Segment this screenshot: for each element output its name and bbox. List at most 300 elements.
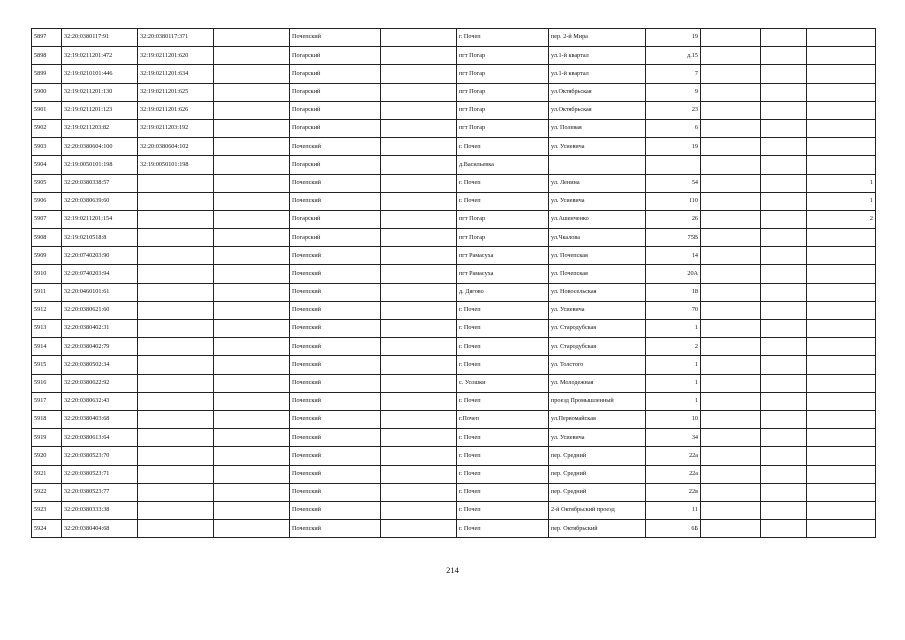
blank-col-10-cell <box>701 29 761 47</box>
blank-col-4-cell <box>214 520 290 538</box>
street-cell: пер. 2-й Мира <box>549 29 646 47</box>
district-cell: Погарский <box>290 210 381 228</box>
blank-col-11-cell <box>761 229 807 247</box>
blank-col-10-cell <box>701 429 761 447</box>
row-number-cell: 5910 <box>32 265 62 283</box>
street-cell: ул. Ленина <box>549 174 646 192</box>
table-row <box>32 520 876 538</box>
blank-col-10-cell <box>701 101 761 119</box>
settlement-cell: г. Почеп <box>457 320 549 338</box>
street-cell: ул.Ашенченко <box>549 210 646 228</box>
quantity-cell <box>807 229 876 247</box>
cadastral-number-cell: 32:20:0380404:68 <box>62 520 138 538</box>
cadastral-number-cell: 32:20:0740203:94 <box>62 265 138 283</box>
blank-col-6-cell <box>381 192 457 210</box>
row-number-cell: 5917 <box>32 392 62 410</box>
table-row <box>32 501 876 519</box>
new-cadastral-number-cell <box>138 210 214 228</box>
table-row <box>32 338 876 356</box>
blank-col-11-cell <box>761 301 807 319</box>
blank-col-11-cell <box>761 65 807 83</box>
cadastral-number-cell: 32:20:0380523:71 <box>62 465 138 483</box>
house-number-cell: 18 <box>646 283 701 301</box>
table-row <box>32 101 876 119</box>
street-cell: ул. Почепская <box>549 265 646 283</box>
settlement-cell: г. Почеп <box>457 174 549 192</box>
street-cell: пер. Октябрьский <box>549 520 646 538</box>
blank-col-10-cell <box>701 447 761 465</box>
district-cell: Почепский <box>290 29 381 47</box>
settlement-cell: пгт Погар <box>457 65 549 83</box>
table-row <box>32 392 876 410</box>
house-number-cell: 110 <box>646 192 701 210</box>
street-cell: ул. Полевая <box>549 119 646 137</box>
cadastral-number-cell: 32:20:0380402:31 <box>62 320 138 338</box>
blank-col-6-cell <box>381 156 457 174</box>
district-cell: Погарский <box>290 156 381 174</box>
street-cell: ул. Стародубская <box>549 320 646 338</box>
blank-col-11-cell <box>761 429 807 447</box>
cadastral-number-cell: 32:20:0380613:64 <box>62 429 138 447</box>
blank-col-10-cell <box>701 265 761 283</box>
settlement-cell: г. Почеп <box>457 392 549 410</box>
house-number-cell: 26 <box>646 210 701 228</box>
street-cell: ул. Усиевича <box>549 429 646 447</box>
row-number-cell: 5924 <box>32 520 62 538</box>
cadastral-number-cell: 32:20:0380622:92 <box>62 374 138 392</box>
blank-col-4-cell <box>214 192 290 210</box>
cadastral-number-cell: 32:20:0380639:60 <box>62 192 138 210</box>
quantity-cell <box>807 119 876 137</box>
quantity-cell <box>807 265 876 283</box>
blank-col-10-cell <box>701 410 761 428</box>
blank-col-11-cell <box>761 283 807 301</box>
blank-col-10-cell <box>701 119 761 137</box>
blank-col-10-cell <box>701 501 761 519</box>
settlement-cell: пгт Погар <box>457 47 549 65</box>
quantity-cell <box>807 247 876 265</box>
blank-col-10-cell <box>701 156 761 174</box>
blank-col-11-cell <box>761 174 807 192</box>
settlement-cell: пгт Погар <box>457 101 549 119</box>
quantity-cell <box>807 83 876 101</box>
quantity-cell <box>807 283 876 301</box>
settlement-cell: д. Дягово <box>457 283 549 301</box>
row-number-cell: 5897 <box>32 29 62 47</box>
street-cell: ул. Стародубская <box>549 338 646 356</box>
street-cell: 2-й Октябрьский проезд <box>549 501 646 519</box>
page-number: 214 <box>446 565 459 575</box>
settlement-cell: г. Почеп <box>457 29 549 47</box>
settlement-cell: г. Почеп <box>457 338 549 356</box>
blank-col-10-cell <box>701 320 761 338</box>
house-number-cell: 75В <box>646 229 701 247</box>
blank-col-6-cell <box>381 338 457 356</box>
new-cadastral-number-cell <box>138 520 214 538</box>
district-cell: Погарский <box>290 101 381 119</box>
table-row <box>32 283 876 301</box>
new-cadastral-number-cell <box>138 501 214 519</box>
house-number-cell: 2 <box>646 338 701 356</box>
table-row <box>32 374 876 392</box>
row-number-cell: 5921 <box>32 465 62 483</box>
house-number-cell: 23 <box>646 101 701 119</box>
blank-col-11-cell <box>761 192 807 210</box>
blank-col-10-cell <box>701 65 761 83</box>
settlement-cell: пгт Погар <box>457 210 549 228</box>
blank-col-4-cell <box>214 156 290 174</box>
blank-col-4-cell <box>214 429 290 447</box>
new-cadastral-number-cell <box>138 338 214 356</box>
blank-col-4-cell <box>214 265 290 283</box>
blank-col-6-cell <box>381 47 457 65</box>
house-number-cell: 11 <box>646 501 701 519</box>
blank-col-10-cell <box>701 465 761 483</box>
blank-col-6-cell <box>381 138 457 156</box>
quantity-cell: 1 <box>807 174 876 192</box>
blank-col-10-cell <box>701 83 761 101</box>
blank-col-4-cell <box>214 229 290 247</box>
row-number-cell: 5907 <box>32 210 62 228</box>
row-number-cell: 5898 <box>32 47 62 65</box>
blank-col-11-cell <box>761 520 807 538</box>
blank-col-4-cell <box>214 501 290 519</box>
row-number-cell: 5919 <box>32 429 62 447</box>
blank-col-4-cell <box>214 465 290 483</box>
row-number-cell: 5900 <box>32 83 62 101</box>
blank-col-4-cell <box>214 283 290 301</box>
house-number-cell: 6Б <box>646 520 701 538</box>
blank-col-6-cell <box>381 356 457 374</box>
blank-col-6-cell <box>381 465 457 483</box>
street-cell: ул.Октябрьская <box>549 101 646 119</box>
blank-col-11-cell <box>761 83 807 101</box>
cadastral-number-cell: 32:20:0380604:100 <box>62 138 138 156</box>
cadastral-number-cell: 32:20:0380333:38 <box>62 501 138 519</box>
blank-col-6-cell <box>381 174 457 192</box>
blank-col-10-cell <box>701 356 761 374</box>
blank-col-6-cell <box>381 410 457 428</box>
new-cadastral-number-cell <box>138 229 214 247</box>
quantity-cell <box>807 301 876 319</box>
cadastral-number-cell: 32:19:0211203:82 <box>62 119 138 137</box>
house-number-cell: 70 <box>646 301 701 319</box>
house-number-cell: 22а <box>646 465 701 483</box>
district-cell: Почепский <box>290 501 381 519</box>
new-cadastral-number-cell: 32:19:0211201:620 <box>138 47 214 65</box>
property-register-table <box>31 28 876 538</box>
house-number-cell: 54 <box>646 174 701 192</box>
house-number-cell: 19 <box>646 138 701 156</box>
blank-col-10-cell <box>701 374 761 392</box>
district-cell: Почепский <box>290 429 381 447</box>
house-number-cell: 22а <box>646 447 701 465</box>
new-cadastral-number-cell: 32:20:0380604:102 <box>138 138 214 156</box>
district-cell: Почепский <box>290 338 381 356</box>
district-cell: Почепский <box>290 265 381 283</box>
house-number-cell <box>646 156 701 174</box>
table-row <box>32 301 876 319</box>
blank-col-6-cell <box>381 247 457 265</box>
district-cell: Погарский <box>290 47 381 65</box>
blank-col-4-cell <box>214 410 290 428</box>
blank-col-11-cell <box>761 156 807 174</box>
district-cell: Погарский <box>290 119 381 137</box>
street-cell <box>549 156 646 174</box>
blank-col-6-cell <box>381 501 457 519</box>
district-cell: Почепский <box>290 374 381 392</box>
house-number-cell: д.15 <box>646 47 701 65</box>
blank-col-11-cell <box>761 338 807 356</box>
quantity-cell <box>807 320 876 338</box>
blank-col-11-cell <box>761 29 807 47</box>
blank-col-6-cell <box>381 520 457 538</box>
district-cell: Почепский <box>290 483 381 501</box>
blank-col-4-cell <box>214 320 290 338</box>
settlement-cell: г. Почеп <box>457 465 549 483</box>
blank-col-6-cell <box>381 119 457 137</box>
blank-col-10-cell <box>701 283 761 301</box>
district-cell: Почепский <box>290 392 381 410</box>
blank-col-4-cell <box>214 356 290 374</box>
settlement-cell: г. Почеп <box>457 501 549 519</box>
district-cell: Почепский <box>290 174 381 192</box>
blank-col-10-cell <box>701 229 761 247</box>
new-cadastral-number-cell <box>138 320 214 338</box>
blank-col-11-cell <box>761 119 807 137</box>
row-number-cell: 5902 <box>32 119 62 137</box>
blank-col-6-cell <box>381 229 457 247</box>
row-number-cell: 5901 <box>32 101 62 119</box>
blank-col-11-cell <box>761 501 807 519</box>
cadastral-number-cell: 32:20:0380502:34 <box>62 356 138 374</box>
blank-col-6-cell <box>381 392 457 410</box>
blank-col-6-cell <box>381 447 457 465</box>
row-number-cell: 5908 <box>32 229 62 247</box>
quantity-cell <box>807 101 876 119</box>
district-cell: Погарский <box>290 229 381 247</box>
blank-col-4-cell <box>214 83 290 101</box>
cadastral-number-cell: 32:20:0460101:61 <box>62 283 138 301</box>
house-number-cell: 6 <box>646 119 701 137</box>
table-row <box>32 265 876 283</box>
quantity-cell <box>807 356 876 374</box>
blank-col-4-cell <box>214 447 290 465</box>
blank-col-10-cell <box>701 338 761 356</box>
quantity-cell <box>807 483 876 501</box>
district-cell: Погарский <box>290 65 381 83</box>
street-cell: ул. Усиевича <box>549 192 646 210</box>
settlement-cell: с. Усошки <box>457 374 549 392</box>
blank-col-11-cell <box>761 374 807 392</box>
quantity-cell <box>807 410 876 428</box>
settlement-cell: г. Почеп <box>457 429 549 447</box>
blank-col-4-cell <box>214 483 290 501</box>
cadastral-number-cell: 32:19:0211201:123 <box>62 101 138 119</box>
cadastral-number-cell: 32:19:0211201:472 <box>62 47 138 65</box>
district-cell: Почепский <box>290 465 381 483</box>
blank-col-11-cell <box>761 101 807 119</box>
district-cell: Почепский <box>290 247 381 265</box>
row-number-cell: 5904 <box>32 156 62 174</box>
blank-col-10-cell <box>701 520 761 538</box>
blank-col-6-cell <box>381 283 457 301</box>
blank-col-4-cell <box>214 174 290 192</box>
table-body <box>32 29 876 538</box>
house-number-cell: 10 <box>646 410 701 428</box>
street-cell: пер. Средний <box>549 483 646 501</box>
table-row <box>32 320 876 338</box>
district-cell: Почепский <box>290 192 381 210</box>
quantity-cell <box>807 447 876 465</box>
cadastral-number-cell: 32:20:0380523:77 <box>62 483 138 501</box>
table-row <box>32 65 876 83</box>
blank-col-6-cell <box>381 210 457 228</box>
blank-col-11-cell <box>761 483 807 501</box>
house-number-cell: 7 <box>646 65 701 83</box>
new-cadastral-number-cell <box>138 301 214 319</box>
quantity-cell <box>807 501 876 519</box>
street-cell: пер. Средний <box>549 465 646 483</box>
cadastral-number-cell: 32:20:0380338:57 <box>62 174 138 192</box>
table-row <box>32 465 876 483</box>
new-cadastral-number-cell: 32:19:0211201:625 <box>138 83 214 101</box>
table-row <box>32 447 876 465</box>
settlement-cell: пгт Рамасуха <box>457 265 549 283</box>
street-cell: ул. Молодежная <box>549 374 646 392</box>
table-row <box>32 192 876 210</box>
new-cadastral-number-cell <box>138 192 214 210</box>
cadastral-number-cell: 32:20:0380117:91 <box>62 29 138 47</box>
table-row <box>32 410 876 428</box>
table-row <box>32 210 876 228</box>
house-number-cell: 1 <box>646 374 701 392</box>
house-number-cell: 14 <box>646 247 701 265</box>
house-number-cell: 1 <box>646 320 701 338</box>
district-cell: Почепский <box>290 356 381 374</box>
house-number-cell: 34 <box>646 429 701 447</box>
blank-col-10-cell <box>701 47 761 65</box>
street-cell: ул. Толстого <box>549 356 646 374</box>
new-cadastral-number-cell <box>138 247 214 265</box>
settlement-cell: г. Почеп <box>457 192 549 210</box>
cadastral-number-cell: 32:20:0380632:43 <box>62 392 138 410</box>
district-cell: Почепский <box>290 410 381 428</box>
quantity-cell <box>807 47 876 65</box>
new-cadastral-number-cell <box>138 283 214 301</box>
quantity-cell <box>807 374 876 392</box>
street-cell: ул. Усиевича <box>549 138 646 156</box>
cadastral-number-cell: 32:19:0210518:8 <box>62 229 138 247</box>
blank-col-10-cell <box>701 138 761 156</box>
blank-col-6-cell <box>381 320 457 338</box>
blank-col-11-cell <box>761 210 807 228</box>
settlement-cell: г. Почеп <box>457 520 549 538</box>
row-number-cell: 5923 <box>32 501 62 519</box>
blank-col-6-cell <box>381 83 457 101</box>
blank-col-4-cell <box>214 65 290 83</box>
cadastral-number-cell: 32:19:0211201:154 <box>62 210 138 228</box>
settlement-cell: д.Васильевка <box>457 156 549 174</box>
blank-col-4-cell <box>214 101 290 119</box>
row-number-cell: 5916 <box>32 374 62 392</box>
table-row <box>32 119 876 137</box>
blank-col-6-cell <box>381 301 457 319</box>
blank-col-4-cell <box>214 119 290 137</box>
table-row <box>32 247 876 265</box>
row-number-cell: 5922 <box>32 483 62 501</box>
blank-col-11-cell <box>761 138 807 156</box>
house-number-cell: 9 <box>646 83 701 101</box>
blank-col-4-cell <box>214 392 290 410</box>
blank-col-11-cell <box>761 265 807 283</box>
row-number-cell: 5899 <box>32 65 62 83</box>
row-number-cell: 5906 <box>32 192 62 210</box>
settlement-cell: пгт Погар <box>457 83 549 101</box>
table-row <box>32 138 876 156</box>
house-number-cell: 20А <box>646 265 701 283</box>
blank-col-11-cell <box>761 356 807 374</box>
cadastral-number-cell: 32:20:0380621:60 <box>62 301 138 319</box>
district-cell: Почепский <box>290 520 381 538</box>
table-row <box>32 29 876 47</box>
cadastral-number-cell: 32:19:0211201:130 <box>62 83 138 101</box>
new-cadastral-number-cell <box>138 374 214 392</box>
new-cadastral-number-cell <box>138 410 214 428</box>
row-number-cell: 5911 <box>32 283 62 301</box>
blank-col-10-cell <box>701 174 761 192</box>
street-cell: ул. Почепская <box>549 247 646 265</box>
blank-col-6-cell <box>381 65 457 83</box>
district-cell: Почепский <box>290 320 381 338</box>
row-number-cell: 5905 <box>32 174 62 192</box>
quantity-cell <box>807 138 876 156</box>
street-cell: пер. Средний <box>549 447 646 465</box>
blank-col-10-cell <box>701 247 761 265</box>
blank-col-4-cell <box>214 247 290 265</box>
quantity-cell <box>807 520 876 538</box>
row-number-cell: 5909 <box>32 247 62 265</box>
blank-col-11-cell <box>761 447 807 465</box>
settlement-cell: пгт Рамасуха <box>457 247 549 265</box>
district-cell: Почепский <box>290 301 381 319</box>
street-cell: ул.1-й квартал <box>549 65 646 83</box>
street-cell: ул.Чкалова <box>549 229 646 247</box>
row-number-cell: 5918 <box>32 410 62 428</box>
blank-col-11-cell <box>761 392 807 410</box>
blank-col-11-cell <box>761 320 807 338</box>
blank-col-4-cell <box>214 29 290 47</box>
house-number-cell: 1 <box>646 392 701 410</box>
new-cadastral-number-cell <box>138 392 214 410</box>
settlement-cell: г. Почеп <box>457 356 549 374</box>
settlement-cell: г.Почеп <box>457 410 549 428</box>
house-number-cell: 19 <box>646 29 701 47</box>
row-number-cell: 5903 <box>32 138 62 156</box>
blank-col-6-cell <box>381 374 457 392</box>
blank-col-6-cell <box>381 101 457 119</box>
blank-col-10-cell <box>701 483 761 501</box>
street-cell: ул. Новосельская <box>549 283 646 301</box>
settlement-cell: г. Почеп <box>457 447 549 465</box>
quantity-cell: 2 <box>807 210 876 228</box>
street-cell: ул.Первомайская <box>549 410 646 428</box>
quantity-cell <box>807 65 876 83</box>
street-cell: проезд Промышленный <box>549 392 646 410</box>
street-cell: ул.1-й квартал <box>549 47 646 65</box>
settlement-cell: пгт Погар <box>457 229 549 247</box>
new-cadastral-number-cell: 32:19:0211201:626 <box>138 101 214 119</box>
